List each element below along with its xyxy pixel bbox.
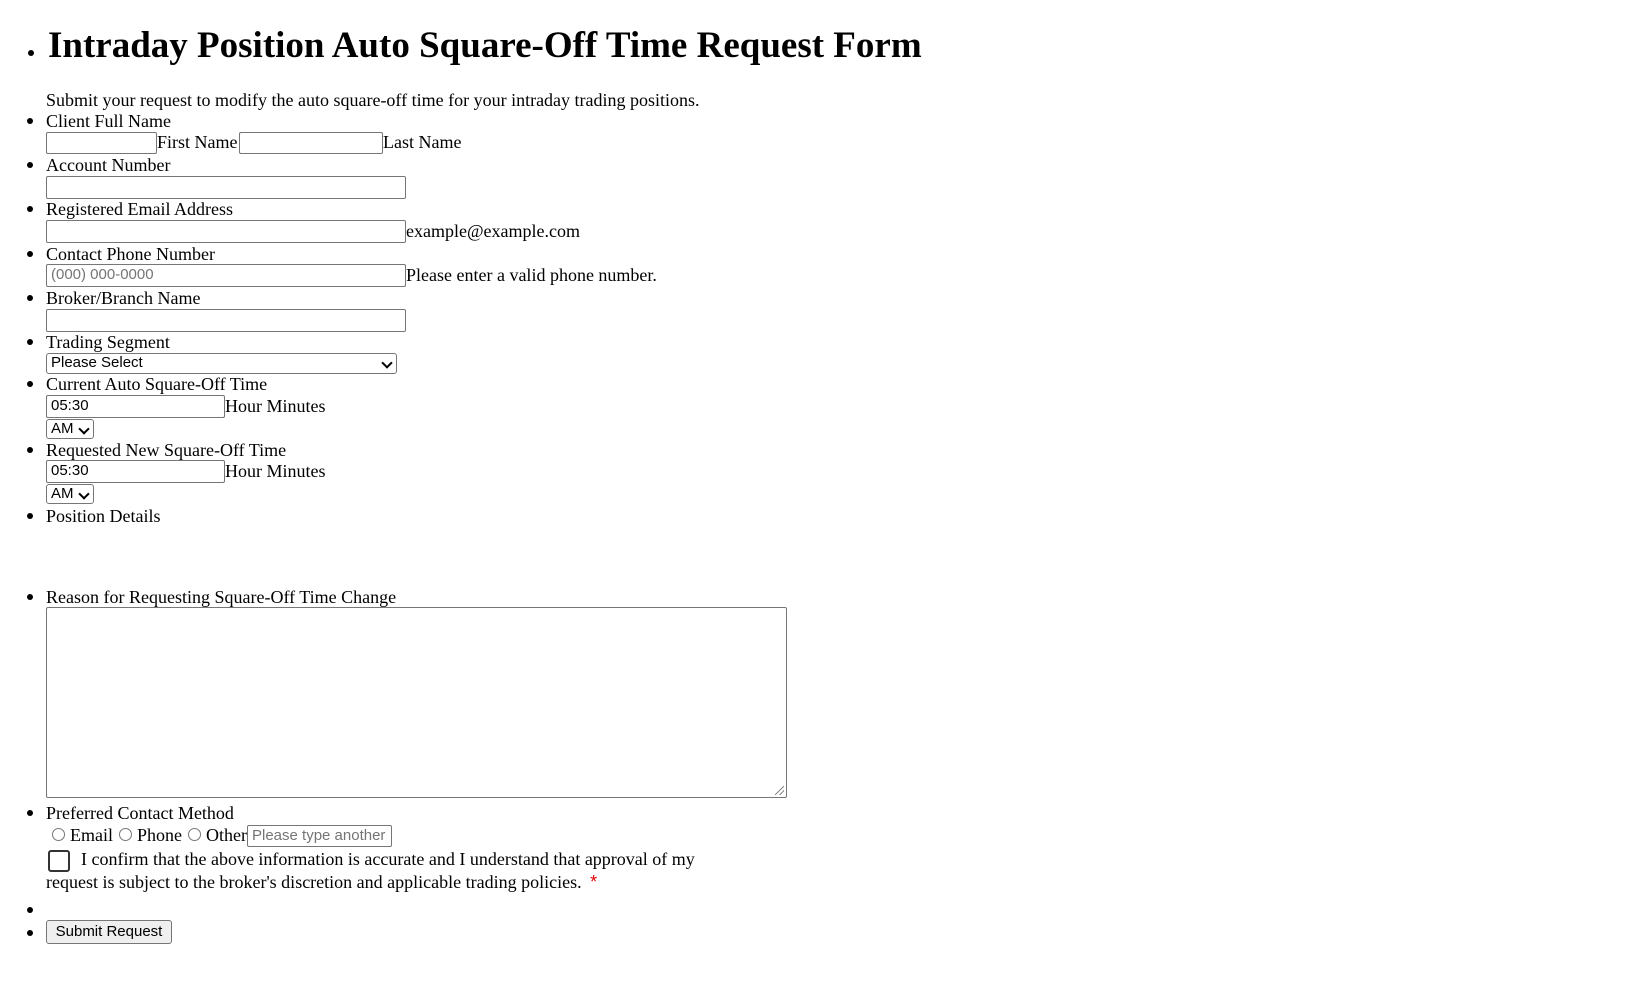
new-time-label: Requested New Square-Off Time xyxy=(46,440,287,460)
current-ampm-value: AM xyxy=(51,420,74,437)
chevron-down-icon xyxy=(78,488,89,499)
reason-textarea[interactable] xyxy=(46,607,787,798)
first-name-sublabel: First Name xyxy=(157,132,238,152)
contact-phone-label: Phone xyxy=(137,825,182,845)
contact-other-radio[interactable] xyxy=(188,828,201,841)
contact-phone-radio[interactable] xyxy=(119,828,132,841)
current-ampm-select[interactable] xyxy=(46,419,94,439)
broker-label: Broker/Branch Name xyxy=(46,288,201,308)
required-mark: * xyxy=(590,872,598,892)
contact-email-radio[interactable] xyxy=(52,828,65,841)
list-bullet xyxy=(27,251,33,257)
list-bullet xyxy=(27,810,33,816)
contact-other-label: Other xyxy=(206,825,247,845)
segment-selected-value: Please Select xyxy=(51,354,143,371)
broker-input[interactable] xyxy=(46,309,406,332)
form-description: Submit your request to modify the auto square-off time for your intraday trading positions. xyxy=(46,90,700,110)
phone-sublabel: Please enter a valid phone number. xyxy=(406,265,657,285)
chevron-down-icon xyxy=(381,357,392,368)
email-sublabel: example@example.com xyxy=(406,221,581,241)
current-time-label: Current Auto Square-Off Time xyxy=(46,374,268,394)
confirm-text-line2: request is subject to the broker's discretion and applicable trading policies. xyxy=(46,872,582,892)
new-ampm-value: AM xyxy=(51,485,74,502)
list-bullet xyxy=(27,594,33,600)
list-bullet xyxy=(27,907,33,913)
contact-email-label: Email xyxy=(70,825,113,845)
list-bullet xyxy=(27,118,33,124)
email-label: Registered Email Address xyxy=(46,199,233,219)
phone-label: Contact Phone Number xyxy=(46,244,215,264)
title-bullet xyxy=(28,50,34,56)
current-time-input[interactable]: 05:30 xyxy=(46,395,225,418)
list-bullet xyxy=(27,206,33,212)
segment-select[interactable] xyxy=(46,353,397,374)
list-bullet xyxy=(27,381,33,387)
email-input[interactable] xyxy=(46,220,406,243)
submit-button[interactable]: Submit Request xyxy=(46,920,172,944)
account-number-input[interactable] xyxy=(46,176,406,199)
confirm-text-line2-wrap xyxy=(46,871,597,893)
new-ampm-select[interactable] xyxy=(46,484,94,504)
current-time-sublabel: Hour Minutes xyxy=(225,396,326,416)
list-bullet xyxy=(27,295,33,301)
client-name-label: Client Full Name xyxy=(46,111,171,131)
page-title: Intraday Position Auto Square-Off Time Request Form xyxy=(48,25,922,66)
last-name-sublabel: Last Name xyxy=(383,132,462,152)
list-bullet xyxy=(27,513,33,519)
list-bullet xyxy=(27,339,33,345)
chevron-down-icon xyxy=(78,423,89,434)
list-bullet xyxy=(27,162,33,168)
position-details-label: Position Details xyxy=(46,506,161,526)
contact-other-input[interactable]: Please type another xyxy=(247,825,392,847)
confirm-text-line1: I confirm that the above information is accurate and I understand that approval of my xyxy=(81,849,695,869)
new-time-input[interactable]: 05:30 xyxy=(46,460,225,483)
reason-label: Reason for Requesting Square-Off Time Change xyxy=(46,587,397,607)
list-bullet xyxy=(27,930,33,936)
segment-label: Trading Segment xyxy=(46,332,170,352)
new-time-sublabel: Hour Minutes xyxy=(225,461,326,481)
confirm-checkbox[interactable] xyxy=(48,850,70,872)
list-bullet xyxy=(27,447,33,453)
account-number-label: Account Number xyxy=(46,155,171,175)
phone-input[interactable]: (000) 000-0000 xyxy=(46,264,406,287)
first-name-input[interactable] xyxy=(46,132,157,154)
contact-method-label: Preferred Contact Method xyxy=(46,803,234,823)
last-name-input[interactable] xyxy=(239,132,383,154)
resize-handle-icon[interactable] xyxy=(775,786,784,795)
